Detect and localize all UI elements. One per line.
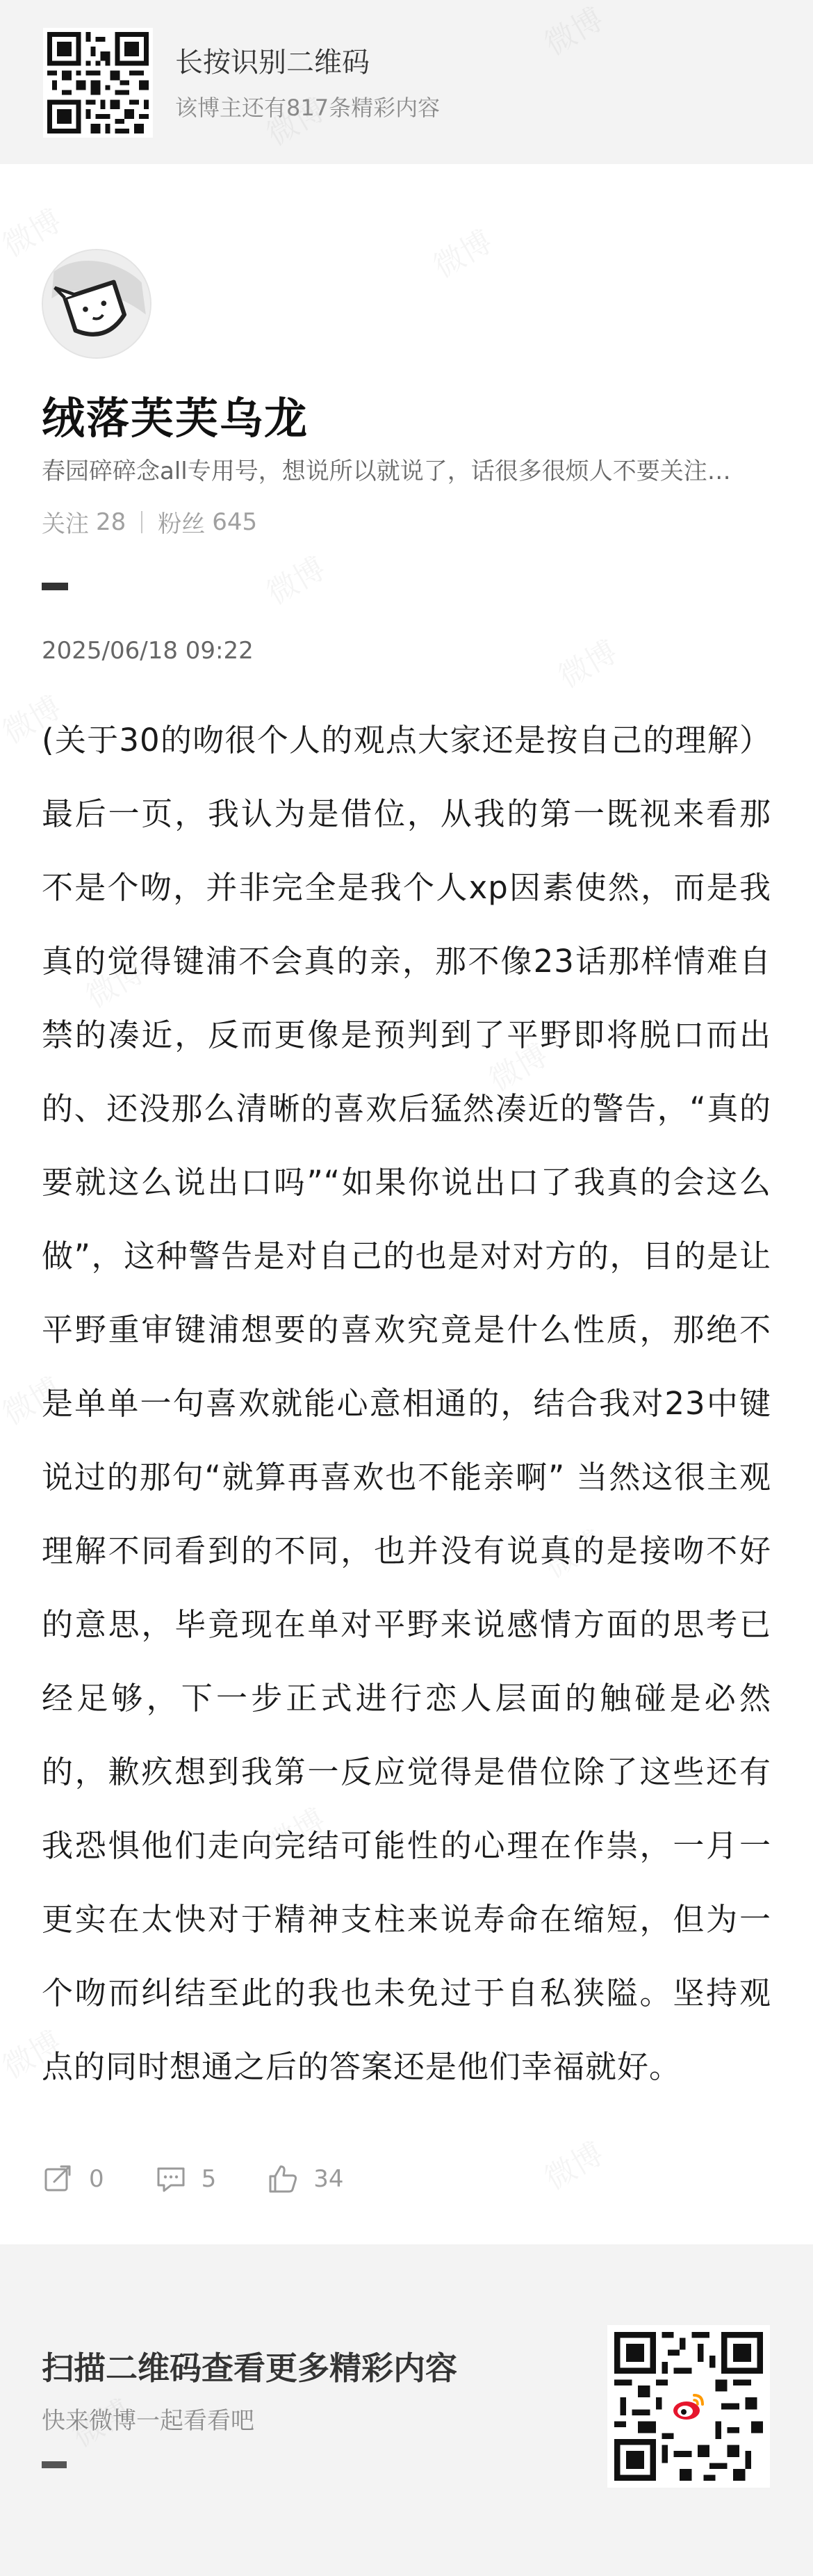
followers-label: 粉丝	[158, 510, 206, 538]
repost-icon	[42, 2162, 75, 2196]
footer-qr-panel	[0, 2244, 813, 2576]
footer-divider	[42, 2461, 67, 2468]
like-icon	[266, 2162, 299, 2196]
username[interactable]: 绒落芙芙乌龙	[42, 393, 309, 444]
repost-count: 0	[89, 2165, 104, 2193]
profile-bio: 春园碎碎念all专用号，想说所以就说了，话很多很烦人不要关注…	[42, 457, 731, 485]
section-divider	[42, 583, 68, 590]
qr-banner	[0, 0, 813, 164]
weibo-logo-icon	[668, 2385, 709, 2427]
watermark-text	[0, 196, 68, 265]
following-count: 28	[96, 508, 126, 536]
following-label: 关注	[42, 510, 89, 538]
stats-divider	[141, 511, 142, 533]
comment-icon	[154, 2162, 188, 2196]
qr-code-footer[interactable]	[607, 2325, 770, 2488]
qr-code-pattern	[47, 32, 149, 133]
footer-subtitle: 快来微博一起看看吧	[42, 2407, 254, 2435]
watermark-text	[257, 544, 332, 613]
qr-prompt-title: 长按识别二维码	[175, 47, 370, 79]
post-text: (关于30的吻很个人的观点大家还是按自己的理解）最后一页，我认为是借位，从我的第一既视来看那不是个吻，并非完全是我个人xp因素使然，而是我真的觉得键浦不会真的亲，那不像23话那样情难自禁的凑近，反而更像是预判到了平野即将脱口而出的、还没那么清晰的喜欢后猛然凑近的警告，“真的要就这么说出口吗”“如果你说出口了我真的会这么做”，这种警告是对自己的也是对对方的，目的是让平野重审键浦想要的喜欢究竟是什么性质，那绝不是单单一句喜欢就能心意相通的，结合我对23中键说过的那句“就算再喜欢也不能亲啊” 当然这很主观 理解不同看到的不同，也并没有说真的是接吻不好的意思，毕竟现在单对平野来说感情方面的思考已经足够，下一步正式进行恋人层面的触碰是必然的，歉疚想到我第一反应觉得是借位除了这些还有我恐惧他们走向完结可能性的心理在作祟，一月一更实在太快对于精神支柱来说寿命在缩短，但为一个吻而纠结至此的我也未免过于自私狭隘。坚持观点的同时想通之后的答案还是他们幸福就好。	[42, 722, 771, 2085]
watermark-text	[424, 217, 499, 286]
comment-count: 5	[201, 2165, 217, 2193]
watermark-text	[535, 2129, 610, 2198]
footer-title: 扫描二维码查看更多精彩内容	[42, 2349, 457, 2387]
weibo-logo-badge	[668, 2385, 709, 2427]
post-date: 2025/06/18 09:22	[42, 637, 254, 665]
avatar[interactable]	[42, 249, 151, 359]
repost-button[interactable]	[42, 2162, 104, 2196]
profile-stats	[42, 505, 257, 539]
post-actions	[42, 2162, 394, 2196]
qr-code-top[interactable]	[43, 28, 153, 138]
comment-button[interactable]	[154, 2162, 217, 2196]
qr-prompt-subtitle: 该博主还有817条精彩内容	[175, 95, 441, 121]
avatar-illustration	[43, 250, 150, 357]
like-count: 34	[313, 2165, 344, 2193]
watermark-text	[549, 627, 624, 696]
followers-count: 645	[212, 508, 258, 536]
like-button[interactable]	[266, 2162, 343, 2196]
